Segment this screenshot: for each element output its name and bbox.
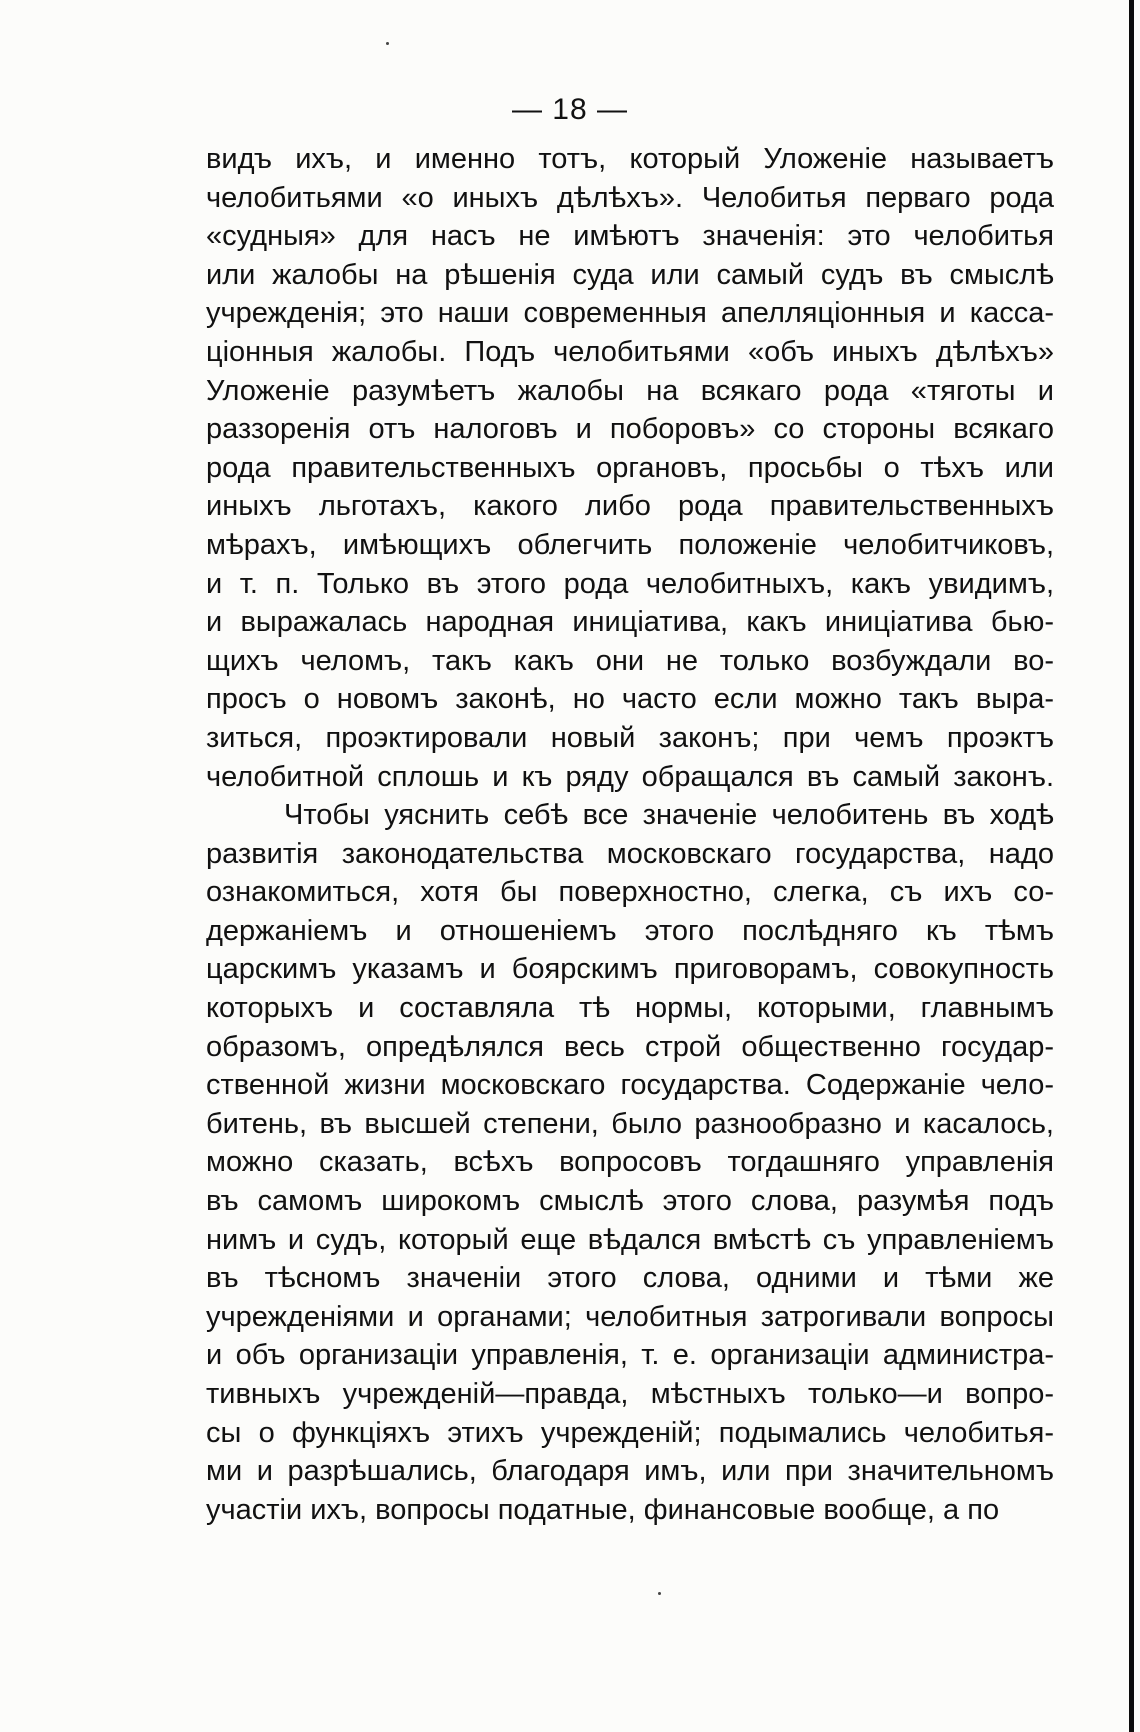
text-line: царскимъ указамъ и боярскимъ приговорамъ, совокупность <box>206 953 1054 986</box>
text-line: тивныхъ учрежденій—правда, мѣстныхъ только—и вопро- <box>206 1378 1054 1410</box>
text-line: мѣрахъ, имѣющихъ облегчить положеніе челобитчиковъ, <box>206 528 1054 561</box>
text-line: можно сказать, всѣхъ вопросовъ тогдашняго управленія <box>206 1146 1054 1179</box>
text-line: ми и разрѣшались, благодаря имъ, или при значительномъ <box>206 1455 1054 1488</box>
text-line: иныхъ льготахъ, какого либо рода правительственныхъ <box>206 490 1054 523</box>
text-line: видъ ихъ, и именно тотъ, который Уложеніе называетъ <box>206 143 1054 175</box>
text-line: раззоренія отъ налоговъ и поборовъ» со стороны всякаго <box>206 413 1054 446</box>
text-line: развитія законодательства московскаго государства, надо <box>206 837 1054 870</box>
paragraph-first-line: Чтобы уяснить себѣ все значеніе челобитень въ ходѣ <box>284 799 1054 832</box>
text-line: битень, въ высшей степени, было разнообразно и касалось, <box>206 1107 1054 1140</box>
page-edge-shadow <box>1129 0 1134 1732</box>
text-line: или жалобы на рѣшенія суда или самый судъ въ смыслѣ <box>206 258 1054 291</box>
text-line: ознакомиться, хотя бы поверхностно, слегка, съ ихъ со- <box>206 876 1054 909</box>
text-line: держаніемъ и отношеніемъ этого послѣдняго къ тѣмъ <box>206 914 1054 947</box>
scan-speck <box>658 1592 661 1595</box>
text-line: Уложеніе разумѣетъ жалобы на всякаго рода «тяготы и <box>206 374 1054 407</box>
text-line: ственной жизни московскаго государства. Содержаніе чело- <box>206 1069 1054 1102</box>
text-line: учрежденія; это наши современныя апелляціонныя и касса- <box>206 297 1054 330</box>
text-line: сы о функціяхъ этихъ учрежденій; подымались челобитья- <box>206 1416 1054 1449</box>
page-number: — 18 — <box>511 93 629 126</box>
text-line: челобитьями «о иныхъ дѣлѣхъ». Челобитья перваго рода <box>206 181 1054 214</box>
text-line: учрежденіями и органами; челобитныя затрогивали вопросы <box>206 1300 1054 1333</box>
scan-speck <box>386 42 389 45</box>
text-line: ціонныя жалобы. Подъ челобитьями «объ иныхъ дѣлѣхъ» <box>206 335 1054 368</box>
text-line: и объ организаціи управленія, т. е. организаціи администра- <box>206 1339 1054 1372</box>
text-line: участіи ихъ, вопросы податные, финансовые вообще, а по <box>206 1493 1000 1526</box>
body-text <box>206 140 1054 1529</box>
text-line: зиться, проэктировали новый законъ; при чемъ проэктъ <box>206 721 1054 754</box>
text-line: и т. п. Только въ этого рода челобитныхъ, какъ увидимъ, <box>206 567 1054 600</box>
text-line: рода правительственныхъ органовъ, просьбы о тѣхъ или <box>206 451 1054 484</box>
text-line: щихъ челомъ, такъ какъ они не только возбуждали во- <box>206 644 1054 677</box>
text-line: въ самомъ широкомъ смыслѣ этого слова, разумѣя подъ <box>206 1185 1054 1218</box>
text-line: «судныя» для насъ не имѣютъ значенія: это челобитья <box>206 220 1054 253</box>
text-line: челобитной сплошь и къ ряду обращался въ самый законъ. <box>206 760 1054 793</box>
text-line: и выражалась народная иниціатива, какъ иниціатива бью- <box>206 606 1054 639</box>
text-line: просъ о новомъ законѣ, но часто если можно такъ выра- <box>206 683 1054 716</box>
text-line: которыхъ и составляла тѣ нормы, которыми, главнымъ <box>206 992 1054 1025</box>
text-line: въ тѣсномъ значеніи этого слова, одними и тѣми же <box>206 1262 1054 1295</box>
text-line: нимъ и судъ, который еще вѣдался вмѣстѣ съ управленіемъ <box>206 1223 1054 1256</box>
text-line: образомъ, опредѣлялся весь строй общественно государ- <box>206 1030 1054 1063</box>
